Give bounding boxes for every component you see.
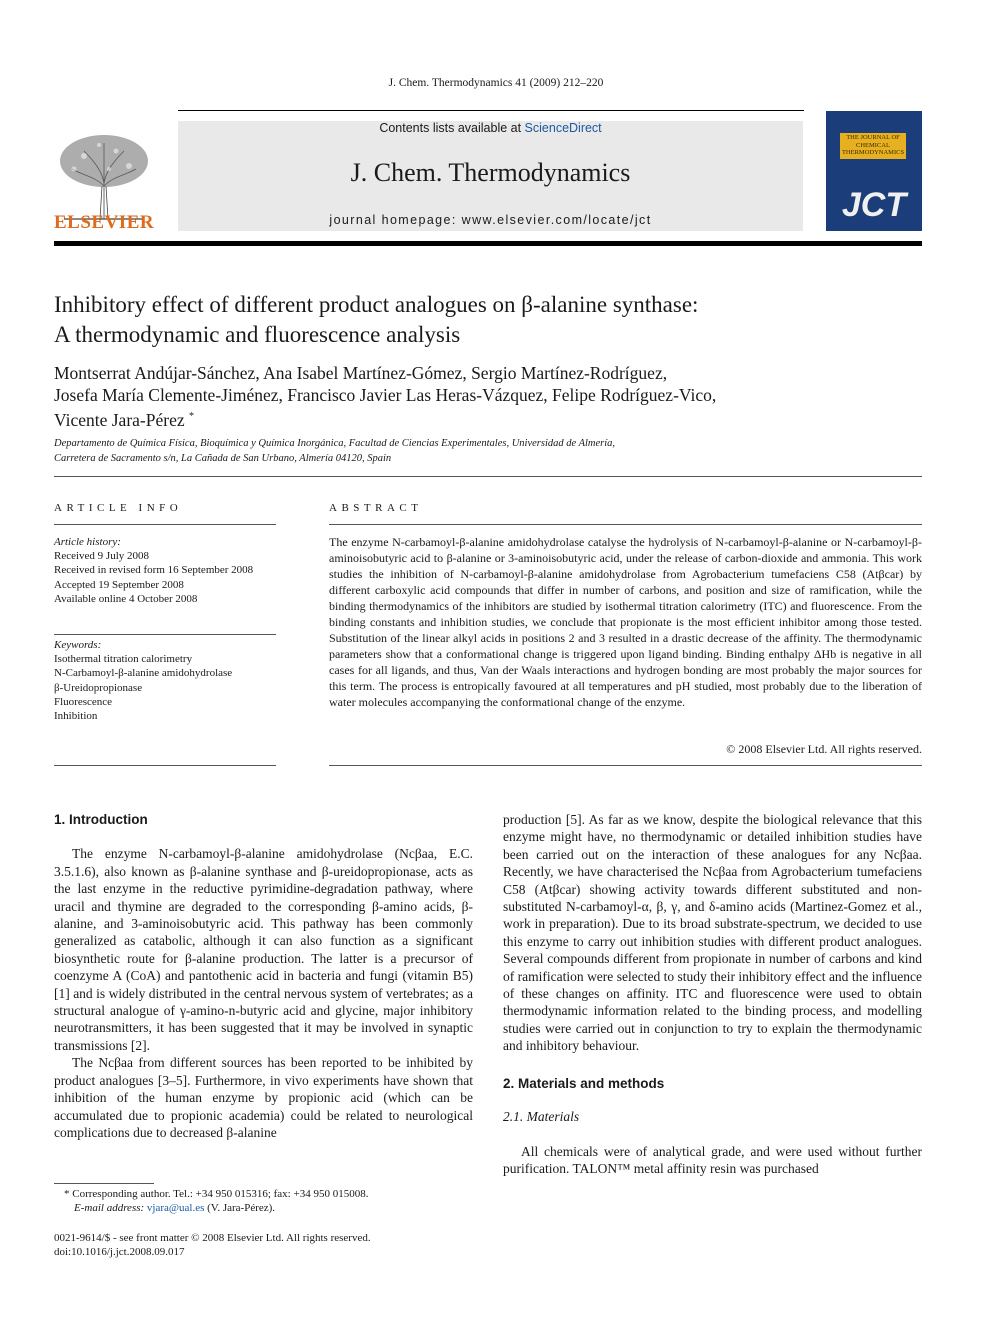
homepage-url[interactable]: www.elsevier.com/locate/jct: [461, 213, 652, 227]
title-line-2: A thermodynamic and fluorescence analysis: [54, 322, 461, 347]
issn-line: 0021-9614/$ - see front matter © 2008 Elsevier Ltd. All rights reserved.: [54, 1232, 371, 1244]
article-history: [54, 535, 276, 606]
keywords: [54, 638, 276, 723]
abstract-rule: [329, 765, 922, 766]
abstract-copyright: © 2008 Elsevier Ltd. All rights reserved.: [726, 742, 922, 756]
affiliation-line-1: Departamento de Química Física, Bioquímica y Química Inorgánica, Facultad de Ciencias Experimentales, Universidad de Almería,: [54, 438, 616, 449]
body-paragraph: All chemicals were of analytical grade, and were used without further purification. TALON™ metal affinity resin was purchased: [503, 1143, 922, 1176]
contents-prefix: Contents lists available at: [379, 121, 525, 135]
email-link[interactable]: vjara@ual.es: [146, 1202, 205, 1214]
history-item: Available online 4 October 2008: [54, 592, 198, 605]
subsection-heading: 2.1. Materials: [503, 1109, 580, 1125]
homepage-prefix: journal homepage:: [329, 213, 462, 227]
body-column-right: [503, 811, 922, 1177]
keyword-item: Inhibition: [54, 710, 98, 723]
journal-name: J. Chem. Thermodynamics: [350, 158, 631, 187]
article-info-rule: [54, 765, 276, 766]
author-list: [54, 363, 914, 431]
cover-title: THE JOURNAL OF CHEMICAL THERMODYNAMICS: [840, 133, 906, 159]
authors-line-1: Montserrat Andújar-Sánchez, Ana Isabel Martínez-Gómez, Sergio Martínez-Rodríguez,: [54, 363, 668, 383]
keyword-item: N-Carbamoyl-β-alanine amidohydrolase: [54, 667, 233, 680]
elsevier-wordmark: ELSEVIER: [54, 212, 155, 233]
affiliation-line-2: Carretera de Sacramento s/n, La Cañada de San Urbano, Almería 04120, Spain: [54, 452, 392, 464]
header-thick-rule: [54, 241, 922, 246]
article-info-heading: ARTICLE INFO: [54, 502, 183, 514]
affiliation-rule: [54, 476, 922, 477]
publication-meta: [54, 1231, 473, 1259]
article-title: [54, 290, 914, 350]
authors-line-3: Vicente Jara-Pérez: [54, 409, 185, 430]
abstract-text: The enzyme N-carbamoyl-β-alanine amidohydrolase catalyse the hydrolysis of N-carbamoyl-β-alanine or N-carbamoyl-β-aminoisobutyric acid to β-alanine or 3-aminoisobutyric acid, under the release of carbon-dioxide and ammonia. This work studies the inhibition of N-carbamoyl-β-alanine amidohydrolase from Agrobacterium tumefaciens C58 (Atβcar) by different carboxylic acid compounds that differ in number of carbons, and position and size of ramification, while the binding thermodynamics of the inhibitors are studied by isothermal titration calorimetry (ITC) and fluorescence. From the binding constants and inhibition studies, we conclude that propionate is the most efficient inhibitor among those tested. Substitution of the linear alkyl acids in positions 2 and 3 resulted in a drastic decrease of the affinity. The thermodynamic parameters show that a conformational change is triggered upon ligand binding. Binding enthalpy ΔHb is negative in all cases for all ligands, and thus, Van der Waals interactions and hydrogen bonding are most probably the major sources for this term. The process is entropically favoured at all temperatures and pH studied, most probably due to the liberation of water molecules accompanying the conformational change of the enzyme.: [329, 535, 922, 709]
section-heading: 1. Introduction: [54, 812, 148, 827]
cover-abbrev: JCT: [841, 186, 907, 224]
body-paragraph: The Ncβaa from different sources has been reported to be inhibited by product analogues [3–5]. Furthermore, in vivo experiments have shown that inhibition of the human enzyme by propionic acid (which can be accumulated due to propionic academia) could be related to neurological complications due to decreased β-alanine: [54, 1055, 473, 1140]
journal-citation: J. Chem. Thermodynamics 41 (2009) 212–220: [388, 77, 604, 89]
body-paragraph: The enzyme N-carbamoyl-β-alanine amidohydrolase (Ncβaa, E.C. 3.5.1.6), also known as β-alanine synthase and β-ureidopropionase, acts as the last enzyme in the reductive pyrimidine-degradation pathway, where uracil and thymine are degraded to the corresponding β-amino acids, β-alanine, and 3-aminoisobutyric acid. This pathway has been commonly generalized as catabolic, although it can also function as a significant biosynthetic route for β-alanine production. The latter is a precursor of coenzyme A (CoA) and pantothenic acid in bacteria and fungi (vitamin B5) [1] and is widely distributed in the central nervous system of vertebrates; as a structural analogue of γ-amino-n-butyric acid and glycine, major inhibitory neurotransmitters, it has been suggested that it may be involved in synaptic transmissions [2].: [54, 846, 473, 1053]
history-label: Article history:: [54, 536, 121, 548]
abstract-heading: ABSTRACT: [329, 502, 423, 514]
affiliation: [54, 437, 914, 466]
article-info-rule: [54, 634, 276, 635]
email-owner: (V. Jara-Pérez).: [204, 1202, 276, 1214]
keyword-item: β-Ureidopropionase: [54, 681, 143, 694]
contents-line: [178, 121, 803, 135]
journal-cover-image: [826, 111, 922, 231]
journal-homepage: [178, 213, 803, 227]
article-info-rule: [54, 524, 276, 525]
header-rule: [178, 110, 804, 111]
sciencedirect-link[interactable]: ScienceDirect: [524, 121, 602, 135]
keywords-label: Keywords:: [54, 639, 102, 651]
body-paragraph: production [5]. As far as we know, despite the biological relevance that this enzyme might have, no thermodynamic or detailed inhibition studies have been carried out on the interaction of these analogues for any Ncβaa. Recently, we have characterised the Ncβaa from Agrobacterium tumefaciens C58 (Atβcar) showing activity towards different substituted and non-substituted N-carbamoyl-α, β, γ, and δ-amino acids (Martinez-Gomez et al., work in preparation). Due to its broad substrate-spectrum, we decided to use this enzyme to carry out inhibition studies with different product analogues. Several compounds different from propionate in number of carbons and kind of ramification were selected to study their inhibitory effect and the influence of these changes on affinity. ITC and fluorescence were used to obtain thermodynamic information related to the binding process, and modelling studies were carried out in conjunction to try to explain the thermodynamic and inhibitory behaviour.: [503, 812, 922, 1054]
history-item: Accepted 19 September 2008: [54, 578, 184, 591]
body-column-left: [54, 811, 473, 1141]
corresponding-footnote: * Corresponding author. Tel.: +34 950 015316; fax: +34 950 015008.: [64, 1188, 369, 1200]
authors-line-2: Josefa María Clemente-Jiménez, Francisco Javier Las Heras-Vázquez, Felipe Rodríguez-Vico,: [54, 384, 717, 405]
history-item: Received 9 July 2008: [54, 550, 150, 563]
email-label: E-mail address:: [74, 1202, 147, 1214]
corresponding-author-mark[interactable]: *: [188, 411, 194, 422]
footnote-rule: [54, 1183, 154, 1184]
footnote: [54, 1187, 473, 1215]
keyword-item: Fluorescence: [54, 695, 113, 708]
history-item: Received in revised form 16 September 2008: [54, 564, 254, 577]
abstract-rule: [329, 524, 922, 525]
title-line-1: Inhibitory effect of different product analogues on β-alanine synthase:: [54, 292, 699, 317]
section-heading: 2. Materials and methods: [503, 1075, 665, 1091]
doi-line[interactable]: doi:10.1016/j.jct.2008.09.017: [54, 1246, 185, 1258]
keyword-item: Isothermal titration calorimetry: [54, 653, 193, 666]
